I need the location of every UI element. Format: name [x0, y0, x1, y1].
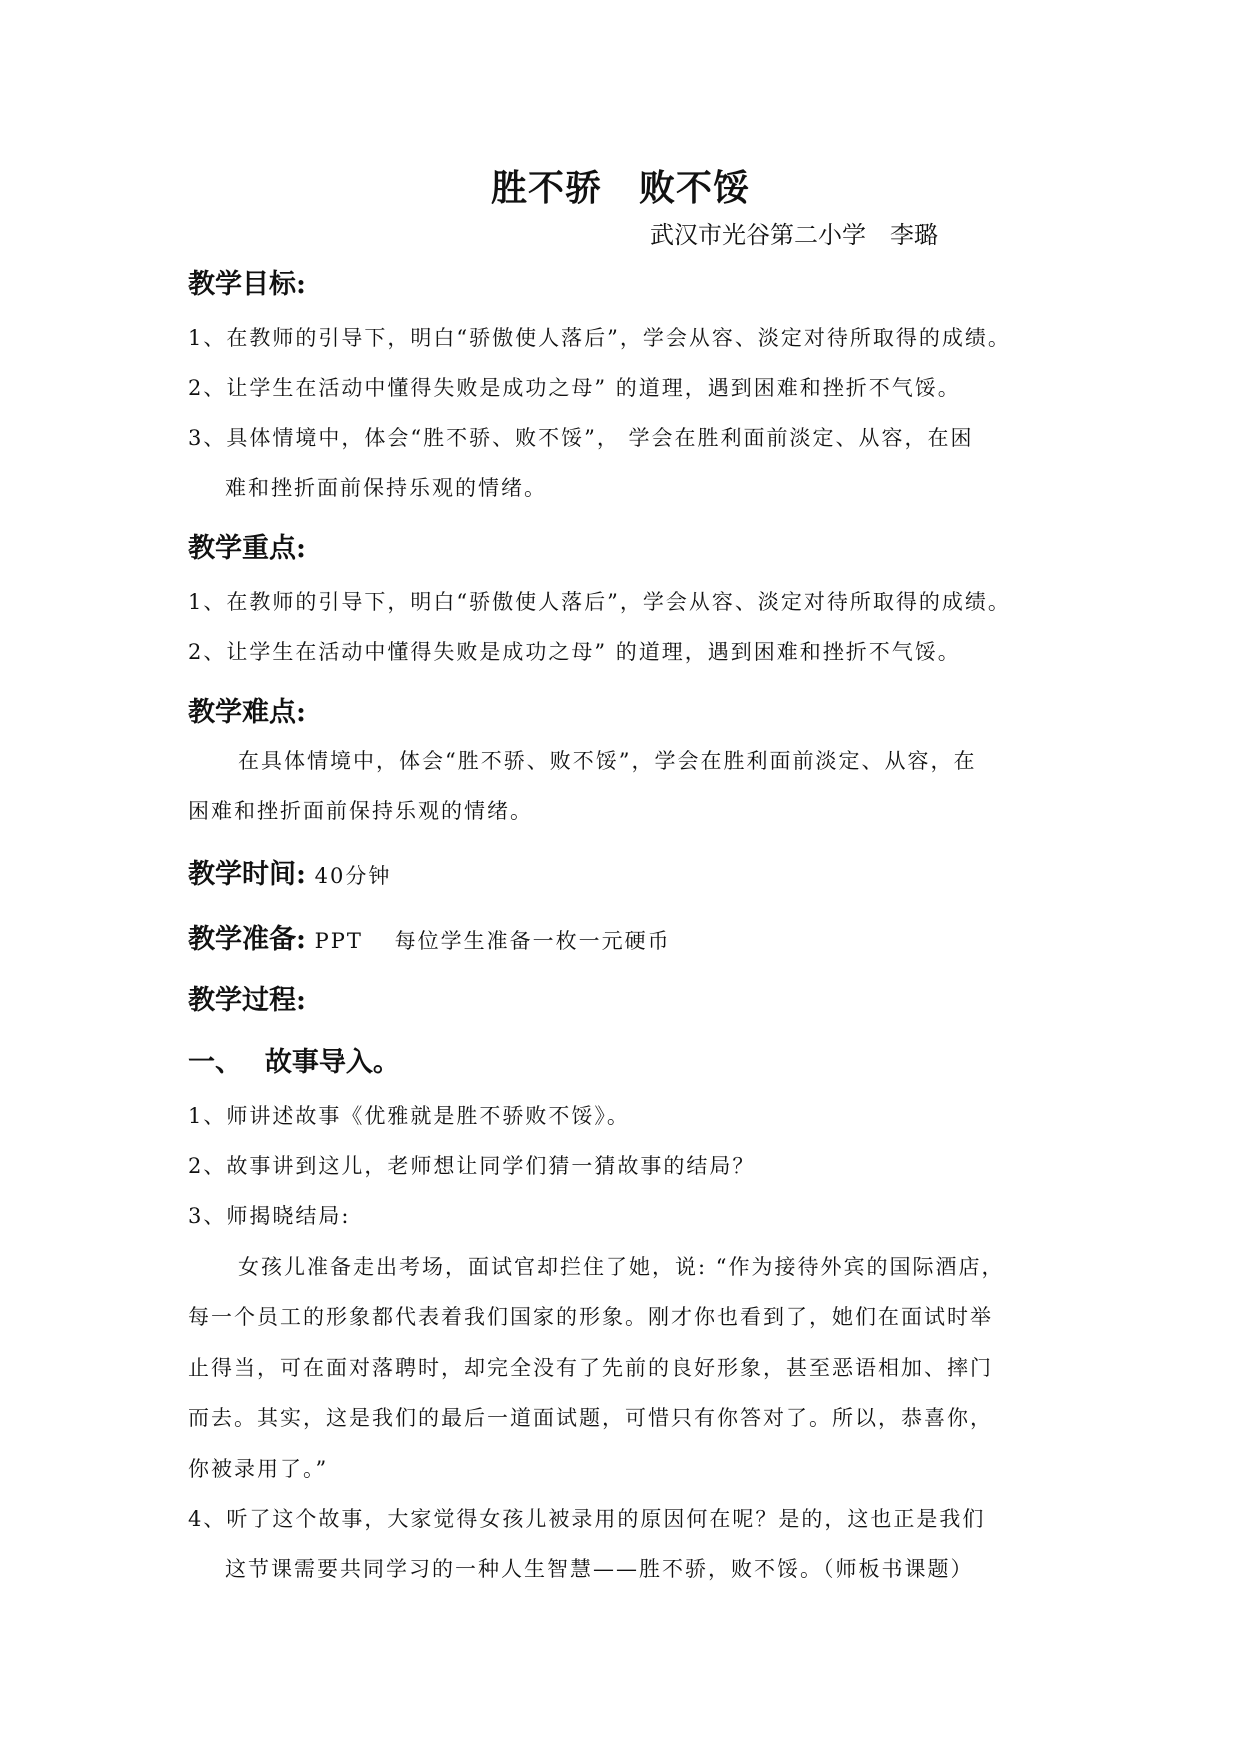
- story-line-5: 你被录用了。”: [188, 1457, 329, 1481]
- story-line-3: 止得当，可在面对落聘时，却完全没有了先前的良好形象，甚至恶语相加、摔门: [188, 1356, 993, 1380]
- objectives-line-3: 3、具体情境中，体会“胜不骄、败不馁”， 学会在胜利面前淡定、从容，在困: [188, 426, 974, 450]
- section-1-line-2: 2、故事讲到这儿，老师想让同学们猜一猜故事的结局？: [188, 1154, 756, 1178]
- preparation-heading: 教学准备:: [188, 924, 306, 955]
- objectives-line-3-cont: 难和挫折面前保持乐观的情绪。: [225, 476, 547, 500]
- time-heading: 教学时间:: [188, 859, 306, 890]
- process-heading: 教学过程:: [188, 985, 306, 1016]
- difficulty-heading: 教学难点:: [188, 697, 306, 728]
- section-1-line-4-cont: 这节课需要共同学习的一种人生智慧——胜不骄，败不馁。（师板书课题）: [225, 1557, 974, 1581]
- key-points-heading: 教学重点:: [188, 533, 306, 564]
- objectives-line-2: 2、让学生在活动中懂得失败是成功之母” 的道理，遇到困难和挫折不气馁。: [188, 376, 961, 400]
- time-row: [188, 852, 391, 891]
- story-line-1: 女孩儿准备走出考场，面试官却拦住了她，说: “作为接待外宾的国际酒店，: [238, 1255, 1005, 1279]
- section-1-line-4: 4、听了这个故事，大家觉得女孩儿被录用的原因何在呢？是的，这也正是我们: [188, 1507, 986, 1531]
- page-title: 胜不骄 败不馁: [490, 167, 750, 209]
- section-1-line-3: 3、师揭晓结局:: [188, 1204, 351, 1228]
- section-1-line-1: 1、师讲述故事《优雅就是胜不骄败不馁》。: [188, 1104, 630, 1128]
- story-line-4: 而去。其实，这是我们的最后一道面试题，可惜只有你答对了。所以，恭喜你，: [188, 1406, 993, 1430]
- objectives-heading: 教学目标:: [188, 269, 306, 300]
- story-line-2: 每一个员工的形象都代表着我们国家的形象。刚才你也看到了，她们在面试时举: [188, 1305, 993, 1329]
- preparation-row: [188, 917, 671, 956]
- difficulty-line-1: 在具体情境中，体会“胜不骄、败不馁”，学会在胜利面前淡定、从容，在: [238, 749, 977, 773]
- key-points-line-2: 2、让学生在活动中懂得失败是成功之母” 的道理，遇到困难和挫折不气馁。: [188, 640, 961, 664]
- author-line: 武汉市光谷第二小学 李璐: [650, 221, 938, 249]
- difficulty-line-2: 困难和挫折面前保持乐观的情绪。: [188, 799, 533, 823]
- preparation-value: PPT 每位学生准备一枚一元硬币: [305, 929, 671, 953]
- key-points-line-1: 1、在教师的引导下，明白“骄傲使人落后”，学会从容、淡定对待所取得的成绩。: [188, 590, 1011, 614]
- objectives-line-1: 1、在教师的引导下，明白“骄傲使人落后”，学会从容、淡定对待所取得的成绩。: [188, 326, 1011, 350]
- section-1-heading: 一、 故事导入。: [188, 1047, 400, 1078]
- time-value: 40分钟: [305, 864, 392, 888]
